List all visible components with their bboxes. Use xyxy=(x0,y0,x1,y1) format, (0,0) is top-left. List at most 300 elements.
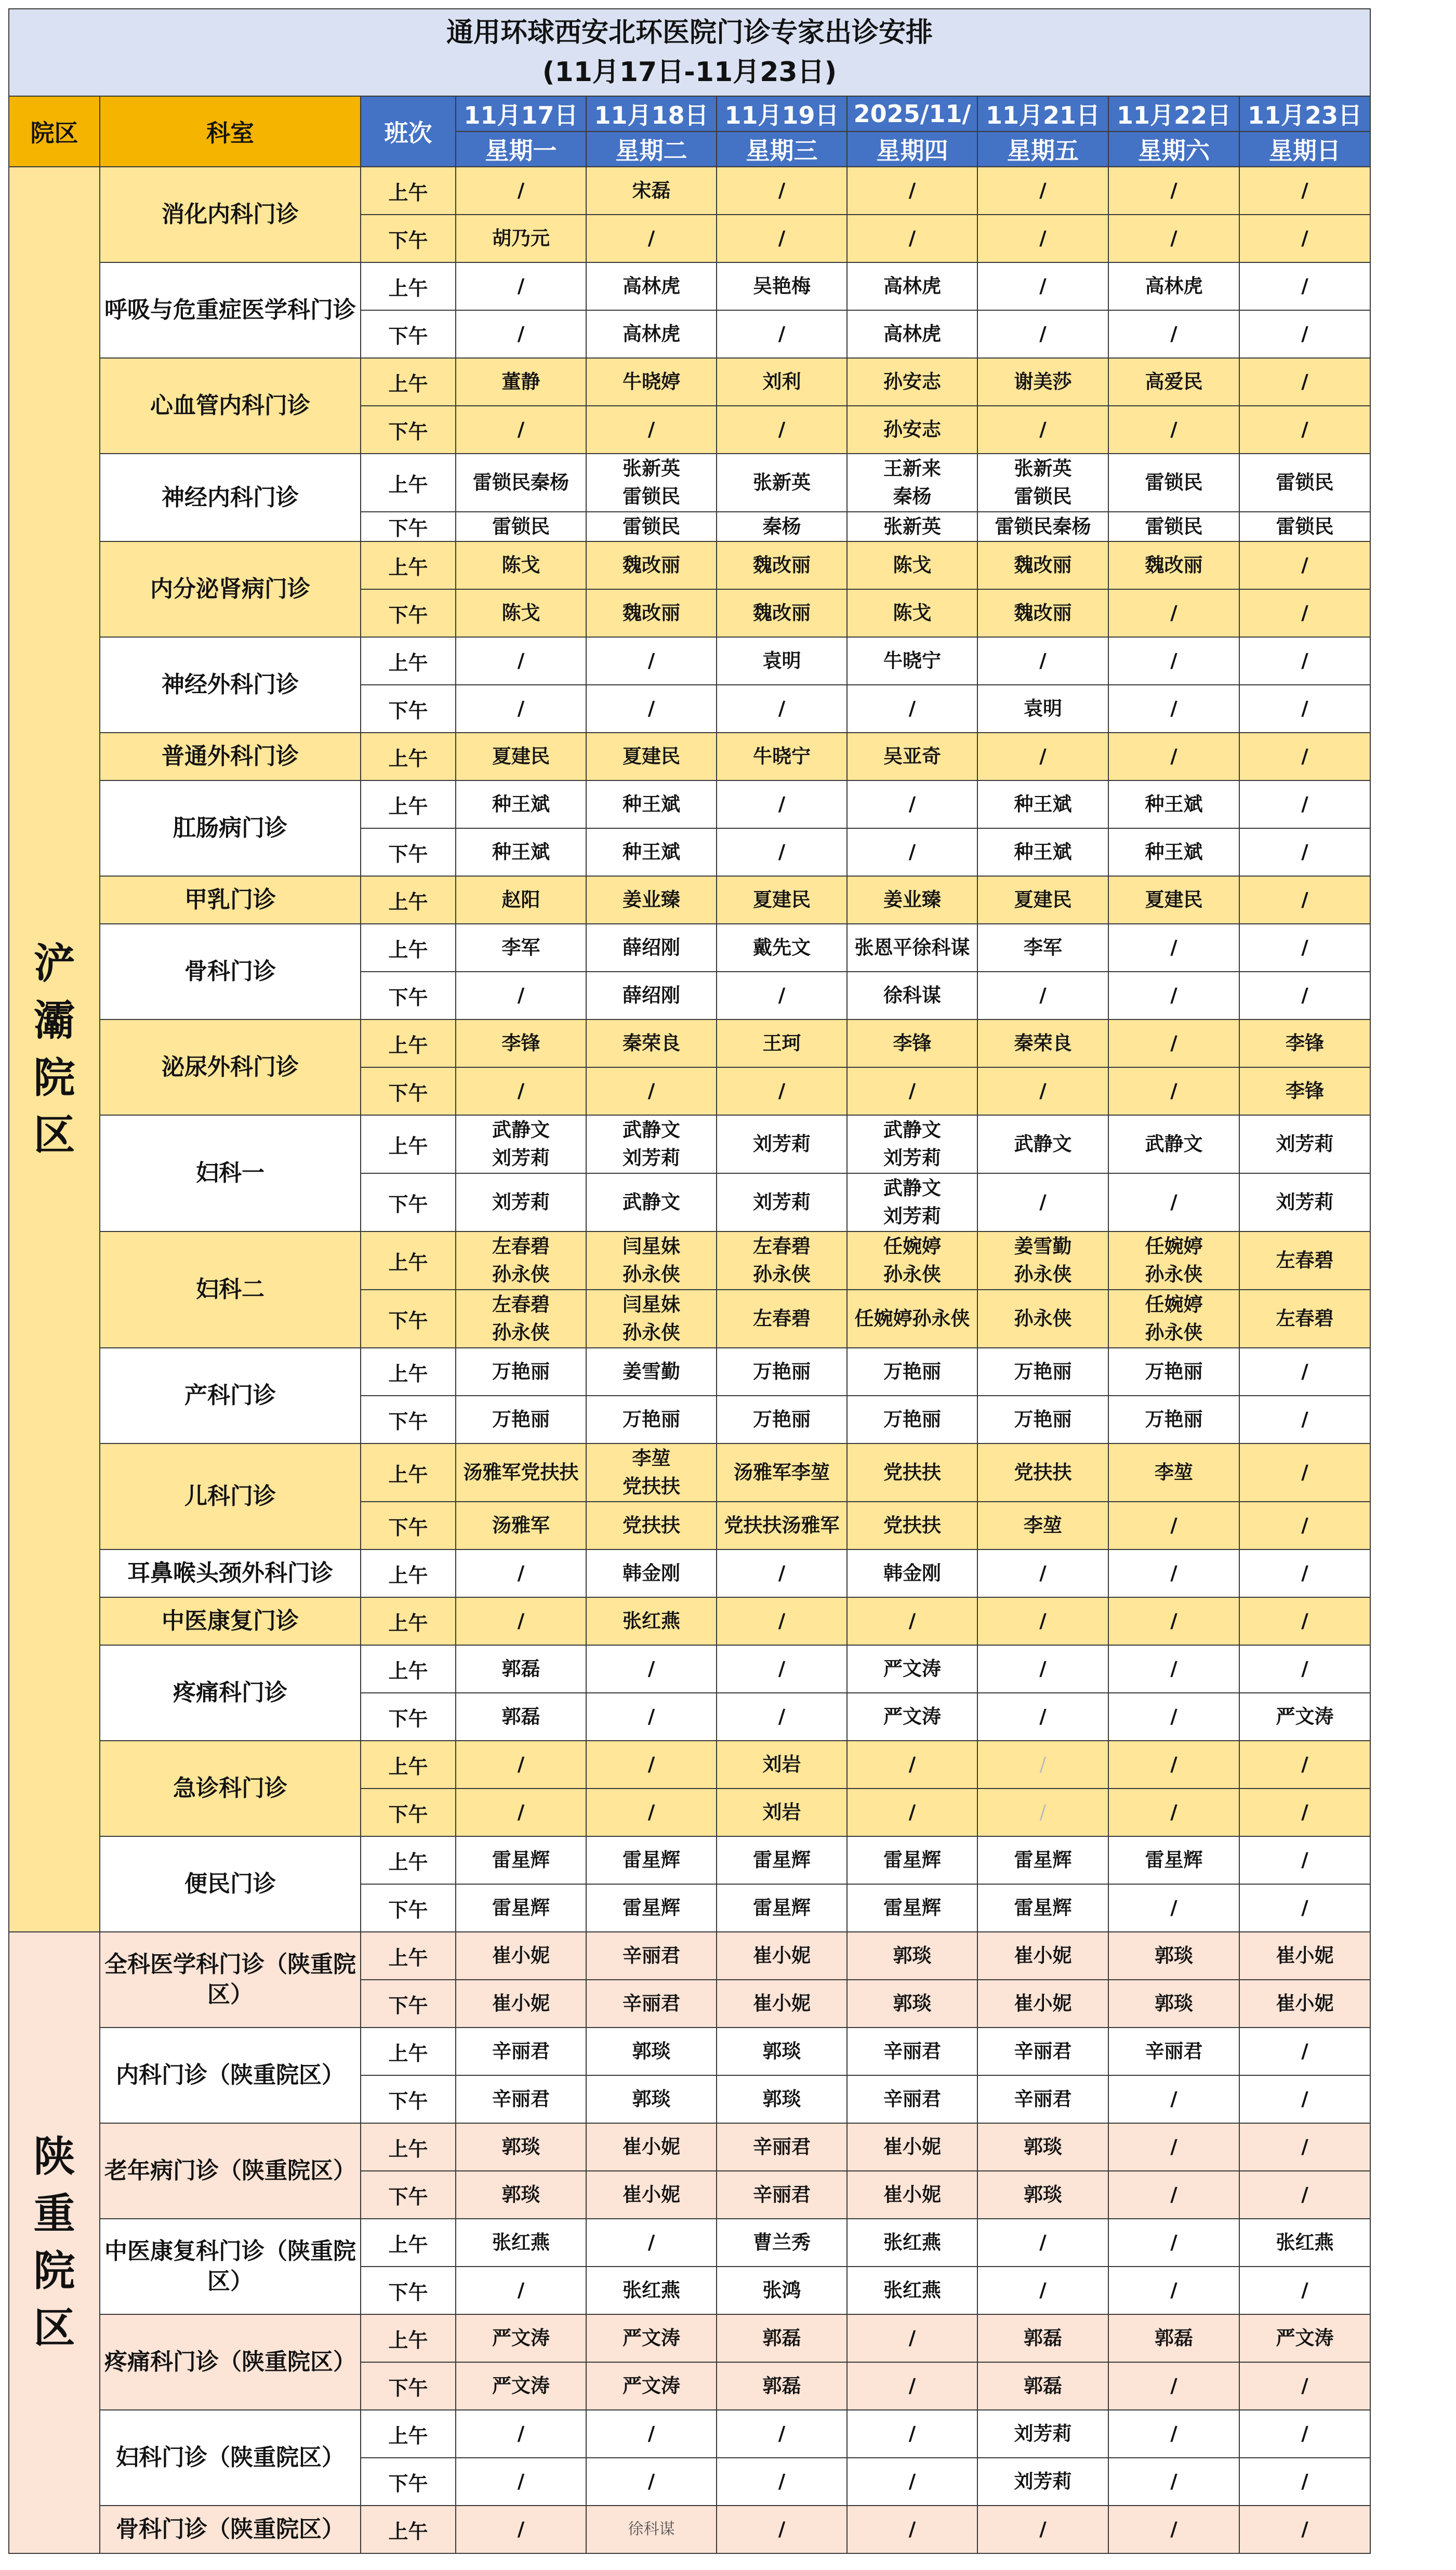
doctor-cell: / xyxy=(847,2314,977,2362)
doctor-cell: / xyxy=(977,262,1108,310)
shift-label: 上午 xyxy=(361,1443,456,1502)
doctor-cell: 张鸿 xyxy=(717,2267,847,2314)
dept-name: 妇科门诊（陕重院区） xyxy=(100,2410,361,2506)
doctor-cell: 万艳丽 xyxy=(977,1396,1108,1443)
doctor-cell: 刘芳莉 xyxy=(1239,1115,1370,1173)
doctor-cell: 万艳丽 xyxy=(586,1396,717,1443)
doctor-cell: 张红燕 xyxy=(847,2267,977,2314)
shift-label: 下午 xyxy=(361,310,456,358)
doctor-cell: 种王斌 xyxy=(456,828,586,876)
doctor-cell: 刘岩 xyxy=(717,1789,847,1836)
doctor-cell: 左春碧 xyxy=(1239,1290,1370,1348)
doctor-cell: 陈戈 xyxy=(456,589,586,637)
doctor-cell: / xyxy=(456,2267,586,2314)
doctor-cell: / xyxy=(1239,1396,1370,1443)
doctor-cell: / xyxy=(977,1067,1108,1115)
doctor-cell: 雷星辉 xyxy=(847,1884,977,1932)
doctor-cell: 魏改丽 xyxy=(977,589,1108,637)
header-date: 11月21日 xyxy=(977,96,1108,131)
doctor-cell: 万艳丽 xyxy=(977,1348,1108,1396)
doctor-cell: 李锋 xyxy=(456,1019,586,1067)
doctor-cell: / xyxy=(717,1693,847,1741)
doctor-cell: 董静 xyxy=(456,358,586,406)
doctor-cell: / xyxy=(1239,1502,1370,1549)
doctor-cell: 郭磊 xyxy=(456,1693,586,1741)
doctor-cell: 高林虎 xyxy=(847,262,977,310)
doctor-cell: / xyxy=(1239,1884,1370,1932)
doctor-cell: / xyxy=(586,2219,717,2267)
doctor-cell: 武静文 刘芳莉 xyxy=(847,1173,977,1231)
doctor-cell: / xyxy=(1108,2219,1239,2267)
doctor-cell: 谢美莎 xyxy=(977,358,1108,406)
doctor-cell: / xyxy=(456,2458,586,2506)
doctor-cell: 夏建民 xyxy=(1108,876,1239,924)
doctor-cell: / xyxy=(1239,406,1370,454)
doctor-cell: / xyxy=(977,1741,1108,1789)
doctor-cell: 任婉婷 孙永侠 xyxy=(1108,1290,1239,1348)
doctor-cell: 郭琰 xyxy=(1108,1932,1239,1980)
dept-name: 儿科门诊 xyxy=(100,1443,361,1549)
doctor-cell: 万艳丽 xyxy=(717,1396,847,1443)
page-title xyxy=(9,9,1370,96)
campus-label-char: 院 xyxy=(33,2247,75,2295)
header-date: 11月22日 xyxy=(1108,96,1239,131)
doctor-cell: / xyxy=(977,215,1108,262)
doctor-cell: 薛绍刚 xyxy=(586,924,717,972)
doctor-cell: 雷锁民 xyxy=(1239,454,1370,512)
doctor-cell: / xyxy=(1239,685,1370,733)
doctor-cell: / xyxy=(977,167,1108,215)
doctor-cell: / xyxy=(456,262,586,310)
doctor-cell: 辛丽君 xyxy=(586,1932,717,1980)
dept-name: 妇科二 xyxy=(100,1231,361,1348)
doctor-cell: / xyxy=(847,828,977,876)
doctor-cell: / xyxy=(456,167,586,215)
doctor-cell: / xyxy=(586,2410,717,2458)
doctor-cell: 曹兰秀 xyxy=(717,2219,847,2267)
header-weekday: 星期三 xyxy=(717,131,847,167)
doctor-cell: / xyxy=(977,637,1108,685)
doctor-cell: / xyxy=(456,1597,586,1645)
doctor-cell: 雷星辉 xyxy=(456,1884,586,1932)
doctor-cell: 姜业臻 xyxy=(586,876,717,924)
doctor-cell: / xyxy=(977,1645,1108,1693)
doctor-cell: 雷锁民 xyxy=(586,512,717,541)
doctor-cell: 辛丽君 xyxy=(847,2028,977,2075)
doctor-cell: 辛丽君 xyxy=(586,1980,717,2028)
shift-label: 下午 xyxy=(361,1502,456,1549)
doctor-cell: 夏建民 xyxy=(586,733,717,780)
schedule-sheet xyxy=(8,8,1370,2554)
doctor-cell: / xyxy=(1108,2267,1239,2314)
doctor-cell: 崔小妮 xyxy=(586,2123,717,2171)
doctor-cell: / xyxy=(1108,2506,1239,2553)
doctor-cell: 雷锁民 xyxy=(456,512,586,541)
doctor-cell: 崔小妮 xyxy=(456,1980,586,2028)
doctor-cell: 辛丽君 xyxy=(977,2075,1108,2123)
doctor-cell: / xyxy=(977,2219,1108,2267)
doctor-cell: / xyxy=(1239,1597,1370,1645)
dept-name: 产科门诊 xyxy=(100,1348,361,1443)
doctor-cell: 崔小妮 xyxy=(717,1980,847,2028)
doctor-cell: / xyxy=(847,2362,977,2410)
shift-label: 下午 xyxy=(361,406,456,454)
doctor-cell: 闫星妹 孙永侠 xyxy=(586,1231,717,1290)
doctor-cell: 张红燕 xyxy=(586,2267,717,2314)
doctor-cell: 辛丽君 xyxy=(456,2075,586,2123)
header-weekday: 星期四 xyxy=(847,131,977,167)
doctor-cell: / xyxy=(1108,1884,1239,1932)
doctor-cell: 武静文 刘芳莉 xyxy=(847,1115,977,1173)
dept-name: 消化内科门诊 xyxy=(100,167,361,262)
header-weekday: 星期日 xyxy=(1239,131,1370,167)
doctor-cell: / xyxy=(847,1067,977,1115)
doctor-cell: / xyxy=(1239,1549,1370,1597)
shift-label: 下午 xyxy=(361,685,456,733)
shift-label: 上午 xyxy=(361,1348,456,1396)
doctor-cell: 雷星辉 xyxy=(847,1836,977,1884)
doctor-cell: / xyxy=(1108,2362,1239,2410)
campus-label-char: 灞 xyxy=(33,996,75,1045)
doctor-cell: 袁明 xyxy=(977,685,1108,733)
doctor-cell: 张红燕 xyxy=(1239,2219,1370,2267)
doctor-cell: / xyxy=(456,2506,586,2553)
doctor-cell: / xyxy=(847,1741,977,1789)
shift-label: 上午 xyxy=(361,1597,456,1645)
doctor-cell: / xyxy=(1108,685,1239,733)
shift-label: 下午 xyxy=(361,2458,456,2506)
doctor-cell: / xyxy=(1239,2362,1370,2410)
shift-label: 下午 xyxy=(361,2267,456,2314)
doctor-cell: 郭琰 xyxy=(717,2075,847,2123)
doctor-cell: / xyxy=(977,972,1108,1019)
doctor-cell: / xyxy=(456,1549,586,1597)
doctor-cell: 郭磊 xyxy=(717,2314,847,2362)
doctor-cell: / xyxy=(977,1549,1108,1597)
doctor-cell: / xyxy=(717,2506,847,2553)
doctor-cell: / xyxy=(1108,924,1239,972)
doctor-cell: 宋磊 xyxy=(586,167,717,215)
doctor-cell: 武静文 刘芳莉 xyxy=(586,1115,717,1173)
doctor-cell: / xyxy=(847,1597,977,1645)
doctor-cell: / xyxy=(456,637,586,685)
doctor-cell: 雷锁民秦杨 xyxy=(977,512,1108,541)
doctor-cell: / xyxy=(456,685,586,733)
doctor-cell: / xyxy=(717,780,847,828)
doctor-cell: 张新英 雷锁民 xyxy=(586,454,717,512)
dept-name: 疼痛科门诊（陕重院区） xyxy=(100,2314,361,2410)
doctor-cell: 魏改丽 xyxy=(717,541,847,589)
doctor-cell: / xyxy=(586,1645,717,1693)
doctor-cell: / xyxy=(586,637,717,685)
doctor-cell: 魏改丽 xyxy=(586,589,717,637)
doctor-cell: / xyxy=(977,310,1108,358)
doctor-cell: 任婉婷 孙永侠 xyxy=(847,1231,977,1290)
doctor-cell: / xyxy=(1239,733,1370,780)
doctor-cell: 秦荣良 xyxy=(977,1019,1108,1067)
header-weekday: 星期二 xyxy=(586,131,717,167)
shift-label: 上午 xyxy=(361,2314,456,2362)
shift-label: 下午 xyxy=(361,1980,456,2028)
dept-name: 甲乳门诊 xyxy=(100,876,361,924)
doctor-cell: 万艳丽 xyxy=(456,1396,586,1443)
doctor-cell: 崔小妮 xyxy=(1239,1932,1370,1980)
doctor-cell: 郭琰 xyxy=(586,2075,717,2123)
doctor-cell: 刘芳莉 xyxy=(456,1173,586,1231)
doctor-cell: 辛丽君 xyxy=(717,2171,847,2219)
header-dept: 科室 xyxy=(100,96,361,167)
doctor-cell: 王新来 秦杨 xyxy=(847,454,977,512)
doctor-cell: / xyxy=(1108,1173,1239,1231)
doctor-cell: 魏改丽 xyxy=(1108,541,1239,589)
doctor-cell: / xyxy=(717,215,847,262)
doctor-cell: 崔小妮 xyxy=(977,1932,1108,1980)
doctor-cell: / xyxy=(1239,358,1370,406)
doctor-cell: / xyxy=(1108,1067,1239,1115)
doctor-cell: / xyxy=(586,1693,717,1741)
doctor-cell: 刘岩 xyxy=(717,1741,847,1789)
doctor-cell: 郭磊 xyxy=(717,2362,847,2410)
doctor-cell: 辛丽君 xyxy=(847,2075,977,2123)
doctor-cell: 汤雅军李堃 xyxy=(717,1443,847,1502)
shift-label: 下午 xyxy=(361,2362,456,2410)
shift-label: 下午 xyxy=(361,1693,456,1741)
shift-label: 上午 xyxy=(361,2123,456,2171)
doctor-cell: / xyxy=(977,1597,1108,1645)
doctor-cell: 郭磊 xyxy=(1108,2314,1239,2362)
doctor-cell: / xyxy=(847,685,977,733)
shift-label: 上午 xyxy=(361,1836,456,1884)
doctor-cell: / xyxy=(1239,780,1370,828)
doctor-cell: 左春碧 孙永侠 xyxy=(456,1290,586,1348)
doctor-cell: 徐科谋 xyxy=(586,2506,717,2553)
doctor-cell: 武静文 xyxy=(1108,1115,1239,1173)
doctor-cell: / xyxy=(1108,1502,1239,1549)
shift-label: 下午 xyxy=(361,972,456,1019)
campus-label-char: 区 xyxy=(33,1110,75,1159)
doctor-cell: 郭琰 xyxy=(847,1932,977,1980)
doctor-cell: / xyxy=(847,215,977,262)
title-line-1: 通用环球西安北环医院门诊专家出诊安排 xyxy=(446,17,933,48)
doctor-cell: 郭琰 xyxy=(456,2123,586,2171)
dept-name: 心血管内科门诊 xyxy=(100,358,361,454)
doctor-cell: 种王斌 xyxy=(586,828,717,876)
doctor-cell: 郭琰 xyxy=(456,2171,586,2219)
doctor-cell: 魏改丽 xyxy=(586,541,717,589)
doctor-cell: 李军 xyxy=(977,924,1108,972)
doctor-cell: 高林虎 xyxy=(1108,262,1239,310)
doctor-cell: 辛丽君 xyxy=(977,2028,1108,2075)
shift-label: 上午 xyxy=(361,876,456,924)
doctor-cell: / xyxy=(1239,2410,1370,2458)
doctor-cell: 万艳丽 xyxy=(456,1348,586,1396)
doctor-cell: 赵阳 xyxy=(456,876,586,924)
doctor-cell: / xyxy=(1108,310,1239,358)
doctor-cell: 雷星辉 xyxy=(456,1836,586,1884)
doctor-cell: 雷锁民 xyxy=(1108,454,1239,512)
dept-name: 耳鼻喉头颈外科门诊 xyxy=(100,1549,361,1597)
campus-label-char: 重 xyxy=(33,2190,75,2238)
doctor-cell: / xyxy=(1239,828,1370,876)
doctor-cell: 姜雪勤 xyxy=(586,1348,717,1396)
doctor-cell: 种王斌 xyxy=(586,780,717,828)
doctor-cell: 党扶扶 xyxy=(847,1502,977,1549)
doctor-cell: 种王斌 xyxy=(1108,828,1239,876)
doctor-cell: 崔小妮 xyxy=(847,2171,977,2219)
doctor-cell: 韩金刚 xyxy=(586,1549,717,1597)
shift-label: 上午 xyxy=(361,1019,456,1067)
doctor-cell: 崔小妮 xyxy=(456,1932,586,1980)
dept-name: 便民门诊 xyxy=(100,1836,361,1932)
doctor-cell: 万艳丽 xyxy=(847,1396,977,1443)
header-date: 11月17日 xyxy=(456,96,586,131)
campus-label xyxy=(9,1932,100,2553)
doctor-cell: 雷锁民 xyxy=(1108,512,1239,541)
doctor-cell: / xyxy=(1108,2458,1239,2506)
shift-label: 上午 xyxy=(361,1932,456,1980)
dept-name: 疼痛科门诊 xyxy=(100,1645,361,1741)
doctor-cell: 崔小妮 xyxy=(977,1980,1108,2028)
doctor-cell: 高林虎 xyxy=(847,310,977,358)
doctor-cell: 李锋 xyxy=(1239,1067,1370,1115)
doctor-cell: 牛晓宁 xyxy=(717,733,847,780)
doctor-cell: / xyxy=(586,406,717,454)
doctor-cell: 姜业臻 xyxy=(847,876,977,924)
header-date: 11月19日 xyxy=(717,96,847,131)
doctor-cell: 雷星辉 xyxy=(977,1836,1108,1884)
doctor-cell: 辛丽君 xyxy=(717,2123,847,2171)
doctor-cell: / xyxy=(1239,589,1370,637)
doctor-cell: 左春碧 xyxy=(717,1290,847,1348)
header-weekday: 星期六 xyxy=(1108,131,1239,167)
doctor-cell: 万艳丽 xyxy=(847,1348,977,1396)
doctor-cell: / xyxy=(1108,2123,1239,2171)
doctor-cell: / xyxy=(847,167,977,215)
dept-name: 妇科一 xyxy=(100,1115,361,1231)
doctor-cell: 武静文 刘芳莉 xyxy=(456,1115,586,1173)
doctor-cell: 牛晓宁 xyxy=(847,637,977,685)
campus-label-char: 区 xyxy=(33,2304,75,2352)
doctor-cell: 种王斌 xyxy=(977,828,1108,876)
doctor-cell: 孙永侠 xyxy=(977,1290,1108,1348)
doctor-cell: 戴先文 xyxy=(717,924,847,972)
doctor-cell: 严文涛 xyxy=(1239,1693,1370,1741)
header-campus: 院区 xyxy=(9,96,100,167)
doctor-cell: 任婉婷孙永侠 xyxy=(847,1290,977,1348)
doctor-cell: / xyxy=(717,1067,847,1115)
dept-name: 全科医学科门诊（陕重院区） xyxy=(100,1932,361,2028)
doctor-cell: / xyxy=(1239,215,1370,262)
doctor-cell: / xyxy=(717,310,847,358)
doctor-cell: / xyxy=(1108,2171,1239,2219)
doctor-cell: 雷星辉 xyxy=(586,1884,717,1932)
doctor-cell: 郭琰 xyxy=(977,2123,1108,2171)
doctor-cell: / xyxy=(1239,972,1370,1019)
doctor-cell: 武静文 xyxy=(586,1173,717,1231)
doctor-cell: 牛晓婷 xyxy=(586,358,717,406)
dept-name: 内科门诊（陕重院区） xyxy=(100,2028,361,2123)
shift-label: 上午 xyxy=(361,541,456,589)
doctor-cell: / xyxy=(456,310,586,358)
doctor-cell: 秦杨 xyxy=(717,512,847,541)
doctor-cell: 姜雪勤 孙永侠 xyxy=(977,1231,1108,1290)
doctor-cell: 高林虎 xyxy=(586,262,717,310)
campus-label-char: 浐 xyxy=(33,939,75,988)
doctor-cell: / xyxy=(1239,2506,1370,2553)
doctor-cell: 郭琰 xyxy=(586,2028,717,2075)
doctor-cell: 郭磊 xyxy=(456,1645,586,1693)
shift-label: 上午 xyxy=(361,924,456,972)
doctor-cell: / xyxy=(717,2410,847,2458)
doctor-cell: 陈戈 xyxy=(847,589,977,637)
doctor-cell: 吴艳梅 xyxy=(717,262,847,310)
doctor-cell: 孙安志 xyxy=(847,358,977,406)
doctor-cell: 汤雅军 xyxy=(456,1502,586,1549)
doctor-cell: / xyxy=(717,972,847,1019)
doctor-cell: 雷星辉 xyxy=(717,1836,847,1884)
doctor-cell: / xyxy=(1239,2075,1370,2123)
dept-name: 骨科门诊（陕重院区） xyxy=(100,2506,361,2553)
doctor-cell: 党扶扶汤雅军 xyxy=(717,1502,847,1549)
doctor-cell: / xyxy=(1239,2171,1370,2219)
doctor-cell: 左春碧 孙永侠 xyxy=(717,1231,847,1290)
doctor-cell: 严文涛 xyxy=(847,1693,977,1741)
doctor-cell: / xyxy=(847,1789,977,1836)
shift-label: 下午 xyxy=(361,1789,456,1836)
shift-label: 上午 xyxy=(361,733,456,780)
shift-label: 上午 xyxy=(361,1549,456,1597)
doctor-cell: / xyxy=(717,1645,847,1693)
doctor-cell: / xyxy=(1239,1789,1370,1836)
doctor-cell: 雷星辉 xyxy=(977,1884,1108,1932)
doctor-cell: 吴亚奇 xyxy=(847,733,977,780)
doctor-cell: 党扶扶 xyxy=(847,1443,977,1502)
doctor-cell: 李锋 xyxy=(1239,1019,1370,1067)
doctor-cell: / xyxy=(1239,1348,1370,1396)
doctor-cell: / xyxy=(1239,262,1370,310)
doctor-cell: 孙安志 xyxy=(847,406,977,454)
doctor-cell: / xyxy=(847,2506,977,2553)
doctor-cell: 郭磊 xyxy=(977,2362,1108,2410)
shift-label: 下午 xyxy=(361,2171,456,2219)
doctor-cell: 武静文 xyxy=(977,1115,1108,1173)
doctor-cell: / xyxy=(456,1067,586,1115)
doctor-cell: / xyxy=(1239,876,1370,924)
doctor-cell: / xyxy=(586,2458,717,2506)
campus-label-char: 院 xyxy=(33,1053,75,1102)
doctor-cell: 严文涛 xyxy=(586,2314,717,2362)
doctor-cell: / xyxy=(717,2458,847,2506)
doctor-cell: / xyxy=(977,1789,1108,1836)
shift-label: 下午 xyxy=(361,828,456,876)
shift-label: 下午 xyxy=(361,1396,456,1443)
doctor-cell: 李锋 xyxy=(847,1019,977,1067)
doctor-cell: 种王斌 xyxy=(977,780,1108,828)
doctor-cell: / xyxy=(1108,589,1239,637)
dept-name: 肛肠病门诊 xyxy=(100,780,361,876)
doctor-cell: 崔小妮 xyxy=(717,1932,847,1980)
doctor-cell: 雷星辉 xyxy=(1108,1836,1239,1884)
doctor-cell: 袁明 xyxy=(717,637,847,685)
shift-label: 上午 xyxy=(361,1645,456,1693)
doctor-cell: / xyxy=(1239,1443,1370,1502)
doctor-cell: 严文涛 xyxy=(586,2362,717,2410)
doctor-cell: 魏改丽 xyxy=(977,541,1108,589)
shift-label: 下午 xyxy=(361,589,456,637)
doctor-cell: 雷锁民 xyxy=(1239,512,1370,541)
shift-label: 上午 xyxy=(361,454,456,512)
doctor-cell: 汤雅军党扶扶 xyxy=(456,1443,586,1502)
